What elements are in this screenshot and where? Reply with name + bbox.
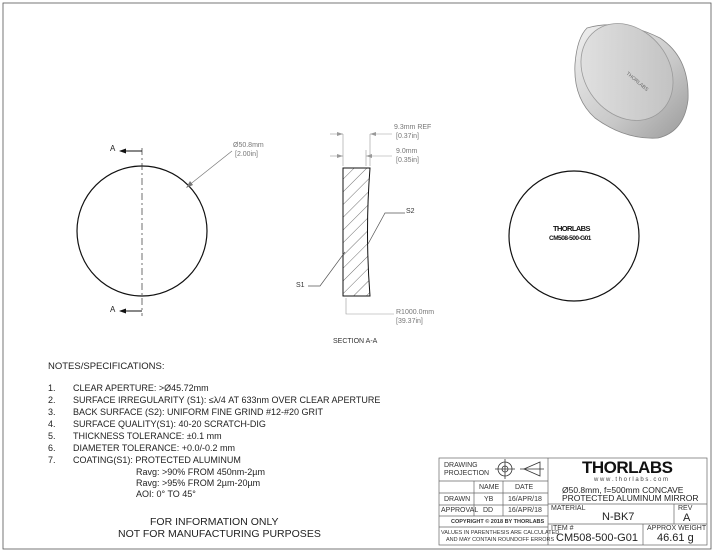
section-caption: SECTION A-A <box>333 338 378 345</box>
values-note-1: VALUES IN PARENTHESIS ARE CALCULATED <box>441 530 560 536</box>
diameter-leader <box>188 151 232 186</box>
notes-title: NOTES/SPECIFICATIONS: <box>48 361 165 372</box>
section-marker-top: A <box>110 144 116 153</box>
note-7-number: 7. <box>48 455 56 465</box>
coating-line-2: Ravg: >95% FROM 2µm-20µm <box>136 478 261 488</box>
row-drawn-date: 16/APR/18 <box>508 496 542 503</box>
radius-in-label: [39.37in] <box>396 318 423 325</box>
thickness-in-label: [0.35in] <box>396 157 419 164</box>
s1-leader <box>308 252 345 286</box>
note-3: BACK SURFACE (S2): UNIFORM FINE GRIND #12-#20 GRIT <box>73 407 324 417</box>
surface-s2-label: S2 <box>406 208 415 215</box>
row-approval-name: DD <box>483 507 494 514</box>
front-view <box>77 148 232 316</box>
surface-s1-label: S1 <box>296 282 305 289</box>
note-5-number: 5. <box>48 431 56 441</box>
note-7: COATING(S1): PROTECTED ALUMINUM <box>73 455 241 465</box>
thickness-label: 9.0mm <box>396 148 418 155</box>
description-line-1: Ø50.8mm, f=500mm CONCAVE <box>562 485 684 495</box>
diameter-label-in: [2.00in] <box>235 151 258 158</box>
thickness-ref-label: 9.3mm REF <box>394 124 432 131</box>
engraving-brand: THORLABS <box>553 224 590 233</box>
row-drawn-name: YB <box>484 496 494 503</box>
note-4: SURFACE QUALITY(S1): 40-20 SCRATCH-DIG <box>73 419 266 429</box>
diameter-label: Ø50.8mm <box>233 142 264 149</box>
weight-value: 46.61 g <box>657 532 694 544</box>
coating-line-1: Ravg: >90% FROM 450nm-2µm <box>136 467 265 477</box>
coating-line-3: AOI: 0° TO 45° <box>136 489 196 499</box>
radius-label: R1000.0mm <box>396 309 435 316</box>
row-approval-date: 16/APR/18 <box>508 507 542 514</box>
isometric-render <box>562 5 692 139</box>
item-label: ITEM # <box>551 525 574 532</box>
weight-label: APPROX WEIGHT <box>647 525 707 532</box>
section-view <box>308 132 405 314</box>
note-4-number: 4. <box>48 419 56 429</box>
material-value: N-BK7 <box>602 511 635 523</box>
col-date: DATE <box>515 484 534 491</box>
rev-value: A <box>683 512 691 524</box>
values-note-2: AND MAY CONTAIN ROUNDOFF ERRORS <box>446 537 555 543</box>
s2-leader <box>368 213 405 244</box>
note-2: SURFACE IRREGULARITY (S1): ≤λ/4 AT 633nm OVER CLEAR APERTURE <box>73 395 381 405</box>
projection-symbol <box>495 459 544 479</box>
row-approval-label: APPROVAL <box>441 507 479 514</box>
engraving-part: CM508-500-G01 <box>549 235 591 242</box>
note-3-number: 3. <box>48 407 56 417</box>
note-1: CLEAR APERTURE: >Ø45.72mm <box>73 383 209 393</box>
note-6: DIAMETER TOLERANCE: +0.0/-0.2 mm <box>73 443 235 453</box>
note-6-number: 6. <box>48 443 56 453</box>
note-5: THICKNESS TOLERANCE: ±0.1 mm <box>73 431 222 441</box>
row-drawn-label: DRAWN <box>444 496 471 503</box>
section-marker-bottom: A <box>110 305 116 314</box>
projection-label-1: DRAWING <box>444 462 478 469</box>
item-value: CM508-500-G01 <box>556 532 638 544</box>
material-label: MATERIAL <box>551 505 586 512</box>
copyright: COPYRIGHT © 2018 BY THORLABS <box>451 519 545 525</box>
disclaimer-line-1: FOR INFORMATION ONLY <box>150 516 279 528</box>
rev-label: REV <box>678 505 693 512</box>
section-arrow-bottom <box>119 309 126 314</box>
thickness-ref-in-label: [0.37in] <box>396 133 419 140</box>
projection-label-2: PROJECTION <box>444 470 490 477</box>
note-1-number: 1. <box>48 383 56 393</box>
note-2-number: 2. <box>48 395 56 405</box>
radius-leader <box>346 298 394 314</box>
section-arrow-top <box>119 149 126 154</box>
thorlabs-logo: THORLABS <box>582 458 673 477</box>
section-profile <box>343 168 370 296</box>
col-name: NAME <box>479 484 500 491</box>
render-engraving: THORLABS <box>624 70 650 93</box>
thorlabs-website: w w w . t h o r l a b s . c o m <box>594 477 669 483</box>
disclaimer-line-2: NOT FOR MANUFACTURING PURPOSES <box>118 528 321 540</box>
description-line-2: PROTECTED ALUMINUM MIRROR <box>562 493 699 503</box>
